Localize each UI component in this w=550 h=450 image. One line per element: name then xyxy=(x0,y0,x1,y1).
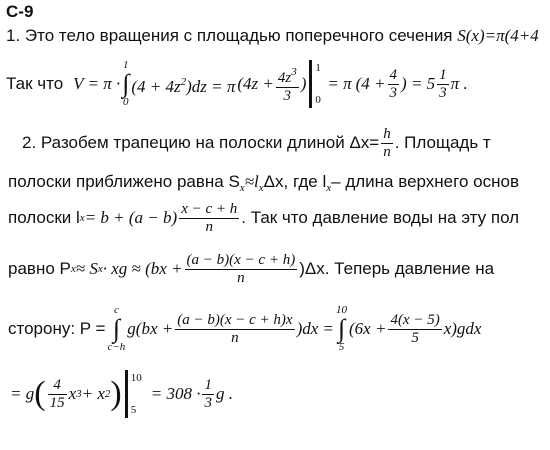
p2-l3-sub: x xyxy=(79,212,85,224)
integrand xyxy=(131,72,235,97)
eval-upper: 1 xyxy=(315,62,321,74)
p2-l3-num: x − c + h xyxy=(181,200,238,217)
p2-l2c: Δx, где l xyxy=(263,172,327,191)
paren2: (4 + xyxy=(355,74,386,93)
integrand-main: (4 + 4z xyxy=(131,76,181,96)
p2-l6-eval-up: 10 xyxy=(130,372,142,384)
int-lower: 0 xyxy=(123,96,129,108)
p2-l5-num2: 4(x − 5) xyxy=(390,311,440,328)
p2-l5c: )dx = xyxy=(296,319,334,338)
p2-l4a: равно P xyxy=(8,259,71,278)
result-tail: π . xyxy=(450,74,468,93)
p2-l6-open: ( xyxy=(34,375,46,412)
p2-l5-den: n xyxy=(231,329,239,346)
p2-l4b: ≈ S xyxy=(75,259,98,278)
p2-l1b: . Площадь т xyxy=(394,133,491,152)
p2-l6a: = g xyxy=(10,384,35,403)
p2-l2: полоски приближено равна S xyxy=(8,172,240,191)
integrand-tail: )dz = π xyxy=(186,76,236,96)
p2-line3 xyxy=(8,196,519,240)
int-upper: 1 xyxy=(123,59,129,71)
problem-header xyxy=(6,2,33,22)
h-num: h xyxy=(383,125,391,142)
p2-l6-frac xyxy=(48,377,67,412)
p2-l5-int2-up: 10 xyxy=(336,304,347,316)
p1-formula: S(x)=π(4+4 xyxy=(457,26,539,45)
p2-l6c: + x xyxy=(81,384,105,403)
p2-l2d: – длина верхнего основ xyxy=(331,172,519,191)
p2-l6-fnum: 1 xyxy=(204,376,212,393)
p2-l4-num: (a − b)(x − c + h) xyxy=(186,251,296,268)
p2-l4-den: n xyxy=(237,269,245,286)
p2-l5-frac xyxy=(175,312,294,347)
eq1: = π xyxy=(327,74,352,93)
p2-l1a: 2. Разобем трапецию на полоски длиной Δx= xyxy=(22,133,380,152)
p2-l6d: = 308 · xyxy=(150,384,201,403)
p2-line2 xyxy=(8,172,519,198)
p2-l6-num: 4 xyxy=(48,377,67,395)
eval-bar xyxy=(309,60,312,108)
volume-V: V = π · xyxy=(73,74,121,93)
eq2: ) = 5 xyxy=(401,74,436,93)
p2-l6e: g . xyxy=(215,384,233,403)
p2-l5a: сторону: P = xyxy=(8,319,106,338)
antideriv-num: 4z xyxy=(277,69,292,86)
p2-l2-sub: x xyxy=(239,182,245,194)
antideriv-close: ) xyxy=(300,74,307,93)
p2-l6-evallim xyxy=(131,370,143,418)
frac2-num: 4 xyxy=(389,66,398,83)
p2-line5 xyxy=(8,302,481,356)
eval-limits xyxy=(315,60,327,108)
p2-l3c: . Так что давление воды на эту пол xyxy=(241,208,520,227)
p2-l3b: = b + (a − b) xyxy=(84,208,178,227)
p2-l3-den: n xyxy=(205,218,213,235)
p2-l5d: (6x + xyxy=(349,319,387,338)
antideriv-frac xyxy=(276,64,299,105)
mixed-frac xyxy=(437,67,449,102)
p2-l6-den: 15 xyxy=(49,394,65,411)
p2-l2b-sub: x xyxy=(258,182,264,194)
p1-text: 1. Это тело вращения с площадью поперечного сечения xyxy=(6,26,458,45)
p1-line2 xyxy=(6,56,468,112)
eval-lower: 0 xyxy=(315,94,321,106)
p2-l5-int-dn: c−h xyxy=(107,341,126,353)
p2-l5-integral2: 10 ∫ 5 xyxy=(336,304,347,353)
n-den: n xyxy=(383,143,391,160)
p1-line1 xyxy=(6,26,539,46)
p2-l6-fden: 3 xyxy=(204,394,212,411)
integrand-pow: 2 xyxy=(180,75,187,88)
p2-l5-int-up: c xyxy=(113,304,119,316)
p2-l4d: )Δx. Теперь давление на xyxy=(299,259,495,278)
p2-l4-frac xyxy=(185,252,298,287)
p2-l6c-pow: 2 xyxy=(104,388,111,400)
mixed-num: 1 xyxy=(439,66,447,83)
p2-line6 xyxy=(10,366,233,422)
p2-l6-close: ) xyxy=(110,375,122,412)
p2-l5-den2: 5 xyxy=(411,329,419,346)
p2-l6-evalbar xyxy=(125,370,128,418)
p2-l4-sub: x xyxy=(70,263,76,275)
p2-l4b-sub: x xyxy=(97,263,103,275)
frac2-den: 3 xyxy=(389,84,398,101)
antideriv-a: (4z + xyxy=(237,74,274,93)
p2-l6b-pow: 3 xyxy=(76,388,82,400)
p2-l5b: g(bx + xyxy=(127,319,174,338)
p2-l3-frac xyxy=(179,201,239,236)
p2-l2c-sub: x xyxy=(326,182,332,194)
tak-chto: Так что xyxy=(6,74,64,93)
p2-l5-integral: c ∫ c−h xyxy=(107,304,126,353)
p2-l5-int2-dn: 5 xyxy=(338,341,345,353)
p2-l5-num: (a − b)(x − c + h)x xyxy=(177,311,293,328)
p2-l6b: x xyxy=(68,384,77,403)
p2-line4 xyxy=(8,246,494,292)
p2-line1 xyxy=(22,122,491,164)
p2-l4c: · xg ≈ (bx + xyxy=(102,259,183,278)
p2-l2b: ≈l xyxy=(244,172,259,191)
frac2 xyxy=(388,67,400,102)
p2-l5e: x)gdx xyxy=(443,319,482,338)
p2-l6-frac2 xyxy=(202,377,214,412)
p2-l5-frac2 xyxy=(388,312,441,347)
header-label: С-9 xyxy=(6,2,34,21)
p2-l6-eval-dn: 5 xyxy=(130,404,137,416)
p2-l3a: полоски l xyxy=(8,208,80,227)
integral-sign: 1 ∫ 0 xyxy=(122,59,130,108)
antideriv-den: 3 xyxy=(283,87,292,104)
mixed-den: 3 xyxy=(439,84,447,101)
antideriv-pow: 3 xyxy=(291,65,297,78)
h-over-n xyxy=(381,126,393,161)
